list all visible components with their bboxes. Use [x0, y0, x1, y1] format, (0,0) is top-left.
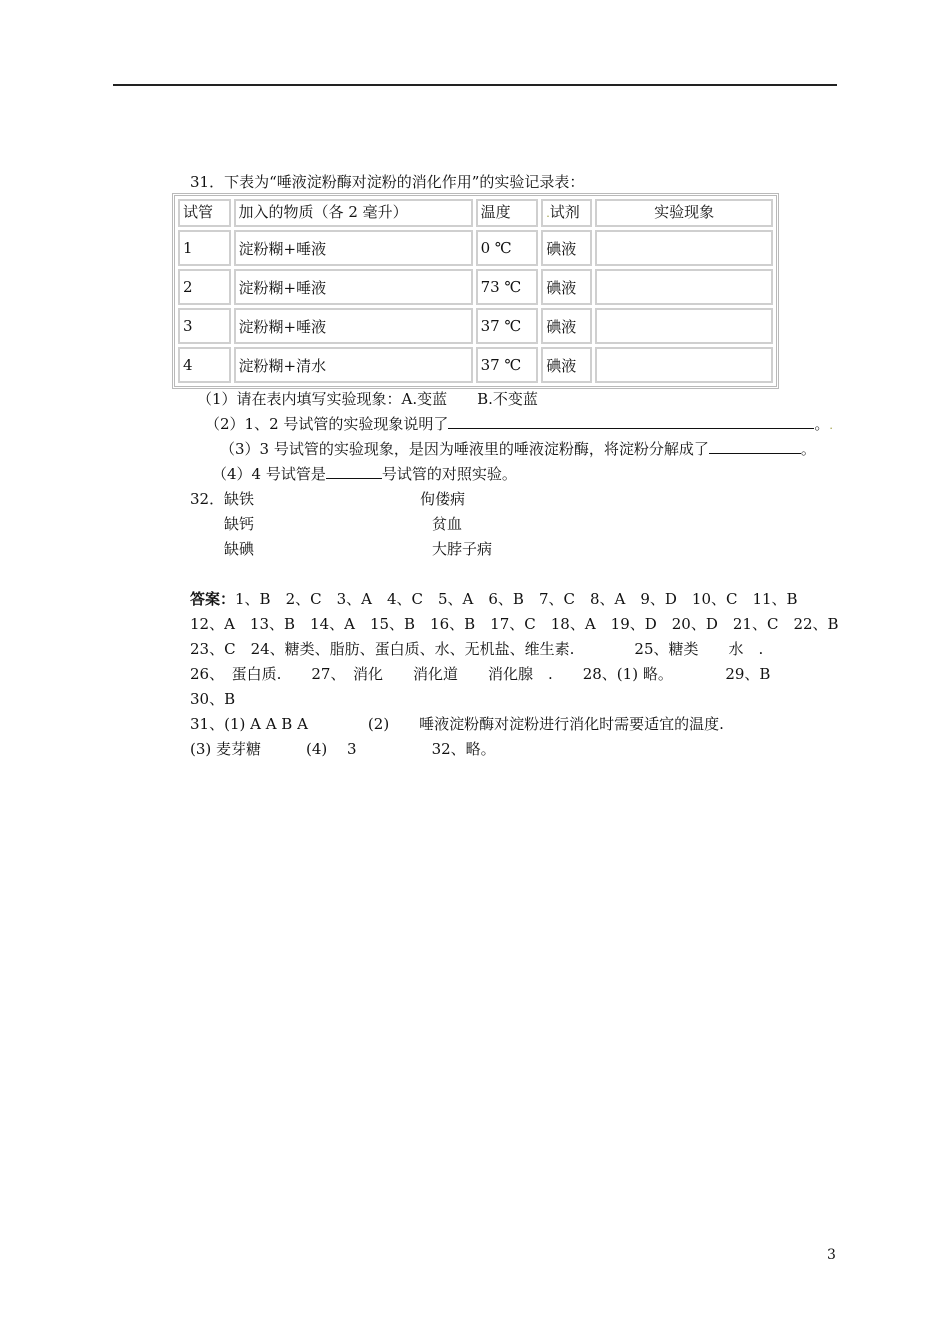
table-row [178, 230, 773, 266]
table-row [178, 308, 773, 344]
cell-reagent: 碘液 [541, 347, 592, 383]
stray-dot: . [546, 207, 550, 220]
answers-line: 答案：1、B 2、C 3、A 4、C 5、A 6、B 7、C 8、A 9、D 10、C 11、B [190, 590, 798, 608]
q32-left-item: 缺钙 [224, 515, 255, 533]
cell-temperature: 37 ℃ [476, 308, 539, 344]
cell-reagent: 碘液 [541, 269, 592, 305]
q31-sub1: （1）请在表内填写实验现象：A.变蓝 B.不变蓝 [197, 390, 538, 408]
cell-substance: 淀粉糊+唾液 [234, 230, 473, 266]
cell-tube: 1 [178, 230, 231, 266]
q32-left-item: 缺铁 [224, 490, 255, 508]
q32-right-item: 大脖子病 [432, 540, 493, 558]
answers-line: 26、 蛋白质. 27、 消化 消化道 消化腺 . 28、(1) 略。 29、B [190, 665, 771, 683]
cell-observation [595, 347, 773, 383]
answer-blank [709, 439, 801, 454]
q32-number: 32． [190, 490, 225, 508]
header-rule [113, 84, 837, 86]
answers-line: 31、(1) A A B A (2) 唾液淀粉酶对淀粉进行消化时需要适宜的温度. [190, 715, 724, 733]
header-temperature: 温度 [476, 199, 539, 227]
cell-substance: 淀粉糊+唾液 [234, 269, 473, 305]
answers-line: (3) 麦芽糖 (4) 3 32、略。 [190, 740, 496, 758]
answer-blank [326, 464, 382, 479]
cell-temperature: 0 ℃ [476, 230, 539, 266]
cell-substance: 淀粉糊+唾液 [234, 308, 473, 344]
answers-line: 12、A 13、B 14、A 15、B 16、B 17、C 18、A 19、D 20、D 21、C 22、B [190, 615, 839, 633]
header-reagent: .试剂 [541, 199, 592, 227]
answers-line: 23、C 24、糖类、脂肪、蛋白质、水、无机盐、维生素. 25、糖类 水 . [190, 640, 764, 658]
cell-temperature: 37 ℃ [476, 347, 539, 383]
stray-dot: . [829, 419, 833, 432]
header-observation: 实验现象 [595, 199, 773, 227]
q32-left-item: 缺碘 [224, 540, 255, 558]
header-substance: 加入的物质（各 2 毫升） [234, 199, 473, 227]
cell-reagent: 碘液 [541, 230, 592, 266]
cell-tube: 3 [178, 308, 231, 344]
experiment-table [172, 193, 779, 389]
cell-observation [595, 308, 773, 344]
cell-temperature: 73 ℃ [476, 269, 539, 305]
q31-intro: 31．下表为“唾液淀粉酶对淀粉的消化作用”的实验记录表： [190, 173, 585, 191]
answers-line: 30、B [190, 690, 236, 708]
table-header-row [178, 199, 773, 227]
q31-sub4: （4）4 号试管是 号试管的对照实验。 [212, 465, 517, 483]
q31-sub2: （2）1、2 号试管的实验现象说明了 。. [205, 415, 833, 433]
cell-tube: 2 [178, 269, 231, 305]
q31-sub3: （3）3 号试管的实验现象，是因为唾液里的唾液淀粉酶，将淀粉分解成了 。 [220, 440, 816, 458]
page-number: 3 [827, 1247, 836, 1263]
answer-blank [448, 414, 814, 429]
cell-observation [595, 230, 773, 266]
cell-tube: 4 [178, 347, 231, 383]
cell-observation [595, 269, 773, 305]
header-tube: 试管 [178, 199, 231, 227]
cell-substance: 淀粉糊+清水 [234, 347, 473, 383]
q32-right-item: 贫血 [432, 515, 463, 533]
answers-label: 答案： [190, 590, 236, 608]
cell-reagent: 碘液 [541, 308, 592, 344]
table-row [178, 269, 773, 305]
table-row [178, 347, 773, 383]
q32-right-item: 佝偻病 [420, 490, 466, 508]
